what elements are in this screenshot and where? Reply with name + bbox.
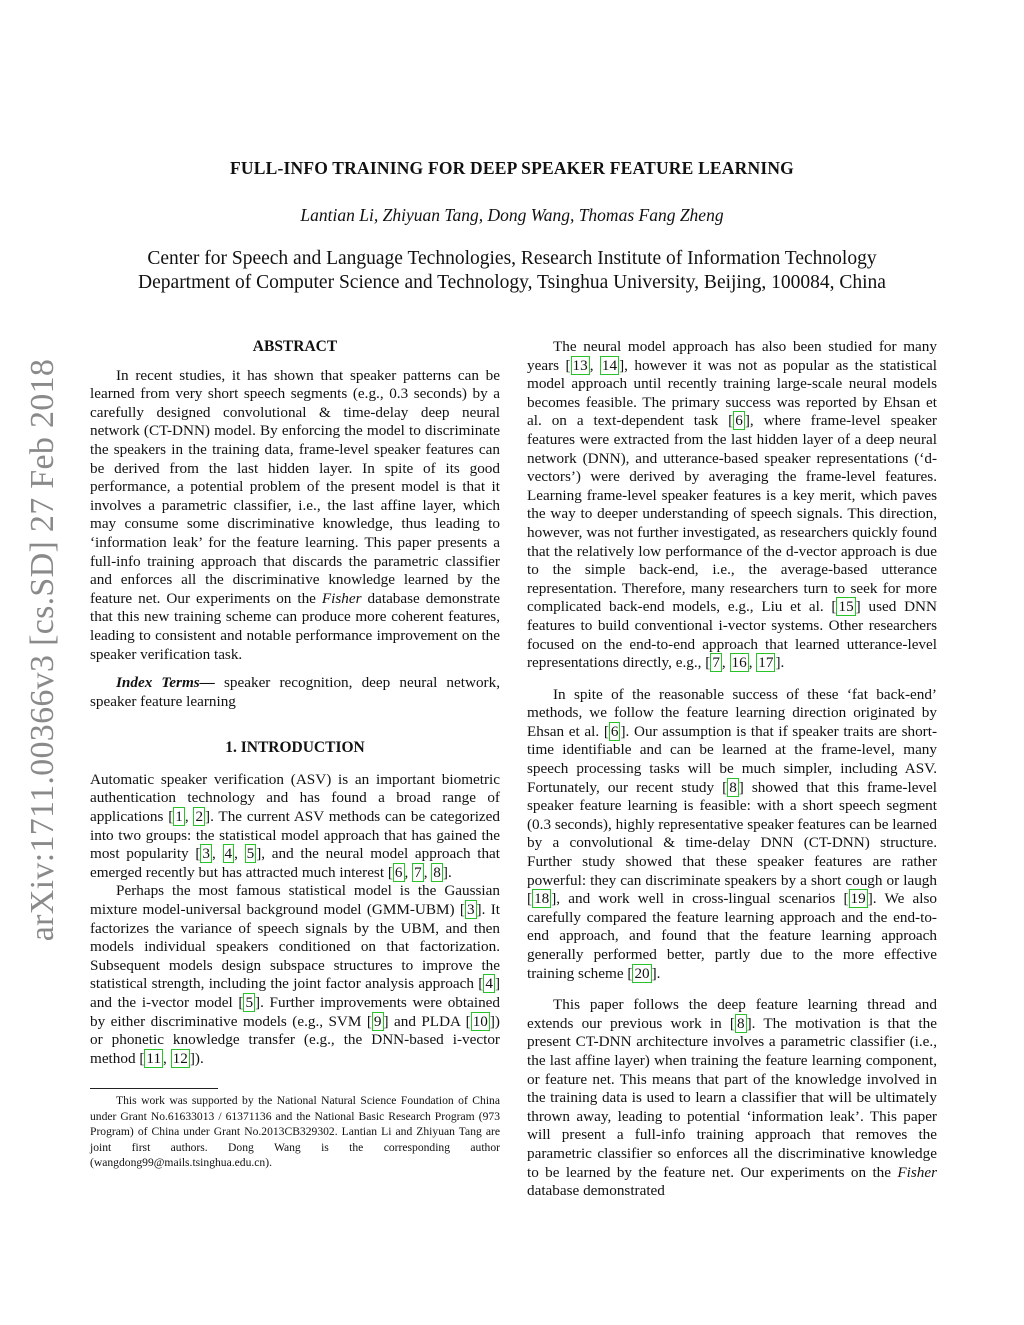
citation-link[interactable]: 14 <box>601 356 618 374</box>
arxiv-identifier: arXiv:1711.00366v3 [cs.SD] 27 Feb 2018 <box>24 358 61 942</box>
citation-link[interactable]: 10 <box>472 1012 488 1030</box>
introduction-heading: 1. INTRODUCTION <box>225 739 365 757</box>
author-list: Lantian Li, Zhiyuan Tang, Dong Wang, Thomas Fang Zheng <box>300 205 724 225</box>
dataset-name: Fisher <box>897 1163 937 1181</box>
citation-link[interactable]: 4 <box>485 975 493 993</box>
citation-link[interactable]: 11 <box>146 1049 162 1067</box>
citation-link[interactable]: 3 <box>202 845 210 863</box>
paper-title: FULL-INFO TRAINING FOR DEEP SPEAKER FEATURE LEARNING <box>230 158 794 178</box>
index-terms-label: Index Terms— <box>116 674 215 692</box>
intro-paragraph-1: Automatic speaker verification (ASV) is an important biometric authentication technology and has found a broad range of applications [ 1 , 2 ]. The current ASV methods can be categorized into two groups: the statistical model approach that has gained the most popularity [ 3 , 4 , 5 ], and the neural model approach that emerged recently but has attracted much interest [ 6 , 7 , 8 ]. <box>90 770 501 881</box>
citation-link[interactable]: 5 <box>245 994 254 1011</box>
abstract-heading: ABSTRACT <box>252 338 338 355</box>
citation-link[interactable]: 8 <box>736 1014 745 1032</box>
citation-link[interactable]: 7 <box>712 654 720 672</box>
dataset-name: Fisher <box>321 589 362 607</box>
citation-link[interactable]: 6 <box>735 412 743 430</box>
citation-link[interactable]: 5 <box>246 845 255 863</box>
citation-link[interactable]: 6 <box>394 863 403 881</box>
abstract-body: In recent studies, it has shown that speaker patterns can be learned from very short speech segments (e.g., 0.3 seconds) by a carefully designed convolutional & time-delay deep neural network (CT-DNN) model. By enforcing the model to discriminate the speakers in the training data, frame-level speaker features can be derived from the last hidden layer. In spite of its good performance, a potential problem of the present model is that it involves a parametric classifier, i.e., the last affine layer, which may consume some discriminative knowledge, thus leading to ‘information leak’ for the feature learning. This paper presents a full-info training approach that discards the parametric classifier and enforces all the discriminative knowledge learned by the feature net. Our experiments on the Fisher database demonstrate that this new training scheme can produce more coherent features, leading to consistent and notable performance improvement on the speaker verification task. <box>90 366 500 663</box>
citation-link[interactable]: 15 <box>838 598 854 616</box>
right-paragraph-2: In spite of the reasonable success of these ‘fat back-end’ methods, we follow the feature learning direction originated by Ehsan et al. [ 6 ]. Our assumption is that if speaker traits are short-time identifiable and can be learned at the frame-level, many speech processing tasks will be much simpler, including ASV. Fortunately, our recent study [ 8 ] showed that this frame-level speaker feature learning is feasible: with a short speech segment (0.3 seconds), highly representative speaker features can be learned by a convolutional & time-delay DNN (CT-DNN) structure. Further study showed that these speaker features are rather powerful: they can discriminate speakers by a short cough or laugh [ 18 ], and work well in cross-lingual scenarios [ 19 ]. We also carefully compared the feature learning approach and the end-to-end approach, and found that the feature learning approach generally performed better, partly due to the more effective training scheme [ 20 ]. <box>527 685 937 982</box>
citation-link[interactable]: 8 <box>433 863 441 881</box>
citation-link[interactable]: 16 <box>731 654 747 672</box>
citation-link[interactable]: 2 <box>195 808 204 826</box>
citation-link[interactable]: 18 <box>534 890 550 908</box>
citation-link[interactable]: 17 <box>758 654 774 672</box>
footnote: This work was supported by the National Natural Science Foundation of China under Grant No.61633013 / 61371136 and the National Basic Research Program (973 Program) of China under Grant No.2013CB329302. Lantian Li and Zhiyuan Tang are joint first authors. Dong Wang is the corresponding author (wangdong99@mails.tsinghua.edu.cn). <box>90 1094 500 1169</box>
affiliation-line-1: Center for Speech and Language Technologies, Research Institute of Information Technology <box>147 248 877 269</box>
citation-link[interactable]: 7 <box>414 863 422 881</box>
citation-link[interactable]: 6 <box>610 722 619 740</box>
right-paragraph-1: The neural model approach has also been studied for many years [ 13 , 14 ], however it was not as popular as the statistical model approach until recently training large-scale neural models becomes feasible. The primary success was reported by Ehsan et al. on a text-dependent task [ 6 ], where frame-level speaker features were extracted from the last hidden layer of a deep neural network (DNN), and utterance-based speaker representations (‘d-vectors’) were derived by averaging the frame-level features. Learning frame-level speaker features is a key merit, which paves the way to deeper understanding of speech signals. This direction, however, was not further investigated, as researchers quickly found that the relatively low performance of the d-vector approach is due to the simple back-end, i.e., the average-based utterance representation. Therefore, many researchers turn to seek for more complicated back-end models, e.g., Liu et al. [ 15 ] used DNN features to build conventional i-vector systems. Other researchers focused on the end-to-end approach that learned utterance-level representations directly, e.g., [ 7 , 16 , 17 ]. <box>527 338 937 672</box>
footnote-divider <box>90 1088 218 1089</box>
right-column <box>527 338 937 1201</box>
affiliation-line-2: Department of Computer Science and Technology, Tsinghua University, Beijing, 100084, China <box>138 272 886 293</box>
citation-link[interactable]: 12 <box>172 1049 188 1067</box>
citation-link[interactable]: 13 <box>572 356 588 374</box>
index-terms-text: speaker recognition, deep neural network, speaker feature learning <box>90 674 500 710</box>
right-paragraph-3: This paper follows the deep feature learning thread and extends our previous work in [ 8 ]. The motivation is that the present CT-DNN architecture involves a parametric classifier (i.e., the last affine layer) when training the feature learning component, or feature net. This means that part of the knowledge involved in the training data is used to learn a classifier that will be ultimately thrown away, leading to potential ‘information leak’. This paper will present a full-info training approach that removes the parametric classifier so enforces all the discriminative knowledge to be learned by the feature net. Our experiments on the Fisher database demonstrated <box>527 996 937 1200</box>
citation-link[interactable]: 9 <box>373 1012 382 1030</box>
citation-link[interactable]: 1 <box>175 808 183 826</box>
arxiv-stamp <box>8 350 78 950</box>
citation-link[interactable]: 4 <box>224 845 233 863</box>
affiliation <box>0 247 1024 295</box>
left-column <box>90 338 500 1170</box>
intro-paragraph-2: Perhaps the most famous statistical model is the Gaussian mixture model-universal background model (GMM-UBM) [ 3 ]. It factorizes the variance of speech signals by the UBM, and then models individual speakers conditioned on that factorization. Subsequent models design subspace structures to improve the statistical strength, including the joint factor analysis approach [ 4 ] and the i-vector model [ 5 ]. Further improvements were obtained by either discriminative models (e.g., SVM [ 9 ] and PLDA [ 10 ]) or phonetic knowledge transfer (e.g., the DNN-based i-vector method [ 11 , 12 ]). <box>90 882 500 1067</box>
citation-link[interactable]: 3 <box>466 901 475 919</box>
citation-link[interactable]: 19 <box>850 890 866 908</box>
citation-link[interactable]: 20 <box>634 964 650 982</box>
index-terms <box>90 674 500 711</box>
citation-link[interactable]: 8 <box>729 778 737 796</box>
